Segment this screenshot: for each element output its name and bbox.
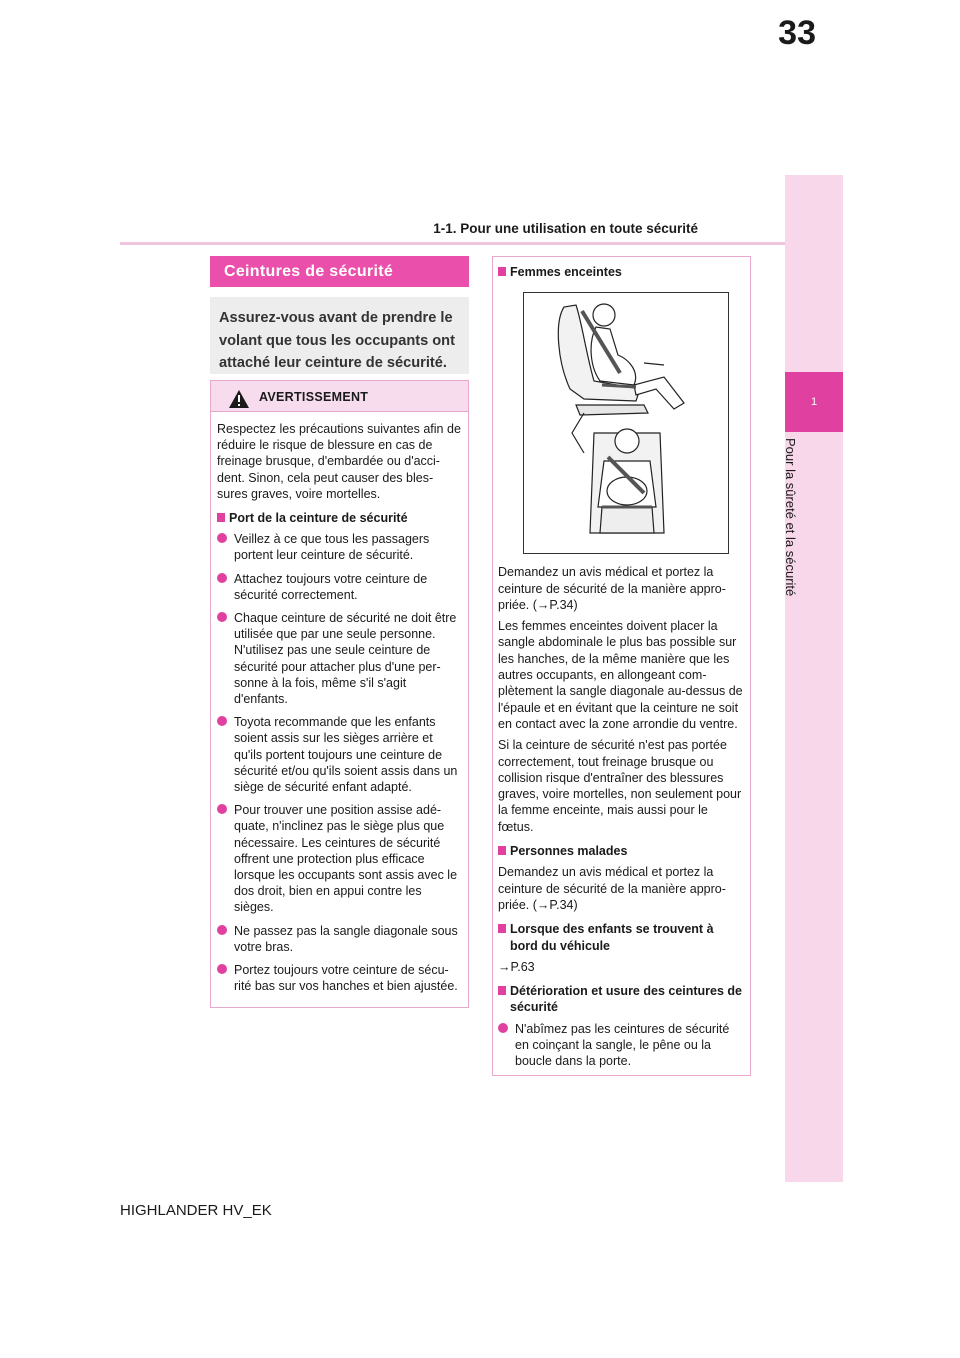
section-header: 1-1. Pour une utilisation en toute sécurité — [433, 221, 698, 236]
pregnant-woman-seatbelt-illustration — [523, 292, 729, 554]
right-info-box — [492, 256, 751, 1076]
intro-box: Assurez-vous avant de prendre le volant que tous les occupants ont attaché leur ceinture de sécurité. — [210, 297, 469, 374]
side-tab-label — [772, 430, 812, 630]
heading-pregnant-women: Femmes enceintes — [498, 264, 744, 280]
warning-bullet: Veillez à ce que tous les passagers portent leur ceinture de sécurité. — [217, 531, 462, 563]
page-number: 33 — [778, 14, 816, 52]
heading-wear: Détérioration et usure des ceintures de sécurité — [498, 983, 744, 1016]
footer-model: HIGHLANDER HV_EK — [120, 1202, 272, 1219]
warning-heading: Port de la ceinture de sécurité — [217, 510, 462, 526]
warning-label: AVERTISSEMENT — [259, 390, 369, 404]
warning-bullet: Attachez toujours votre ceinture de sécurité correctement. — [217, 571, 462, 603]
warning-box — [210, 380, 469, 1008]
header-rule — [120, 242, 786, 245]
warning-intro: Respectez les précautions suivantes afin de réduire le risque de blessure en cas de freinage brusque, d'embardée ou d'acci-dent. Sinon, cela peut causer des bles-sures graves, voire mortelles. — [217, 422, 461, 501]
heading-children: Lorsque des enfants se trouvent à bord du véhicule — [498, 921, 744, 954]
warning-triangle-icon — [229, 390, 249, 408]
warning-bullet: Ne passez pas la sangle diagonale sous votre bras. — [217, 923, 462, 955]
heading-sick-people: Personnes malades — [498, 843, 744, 859]
seatbelt-illustration-icon — [524, 293, 728, 553]
warning-body — [211, 412, 468, 995]
warning-header — [211, 381, 468, 412]
wear-bullet: N'abîmez pas les ceintures de sécurité en coinçant la sangle, le pêne ou la boucle dans la porte. — [498, 1021, 744, 1070]
children-reference-link[interactable]: →P.63 — [498, 959, 535, 974]
pregnant-paragraph-1: Demandez un avis médical et portez la ceinture de sécurité de la manière appro-priée. (→P.34) — [498, 565, 726, 612]
sick-paragraph: Demandez un avis médical et portez la ceinture de sécurité de la manière appro-priée. (→P.34) — [498, 865, 726, 912]
warning-bullet: Pour trouver une position assise adé-quate, n'inclinez pas le siège plus que nécessaire. Les ceintures de sécurité offrent une protection plus efficace lorsque les occupants sont assis avec le dos droit, bien en appui contre les sièges. — [217, 802, 462, 915]
side-tab-background — [785, 175, 843, 1182]
warning-bullet: Portez toujours votre ceinture de sécu-rité bas sur vos hanches et bien ajustée. — [217, 962, 462, 994]
warning-bullet: Chaque ceinture de sécurité ne doit être utilisée que par une seule personne. N'utilisez pas une seule ceinture de sécurité pour attacher plus d'une per-sonne à la fois, même s'il s'agit d'enfants. — [217, 610, 462, 707]
side-tab-chapter-number[interactable]: 1 — [785, 372, 843, 432]
side-tab-label-text: Pour la sûreté et la sécurité — [783, 438, 798, 597]
pregnant-paragraph-2: Les femmes enceintes doivent placer la sangle abdominale le plus bas possible sur les hanches, de la même manière que les autres occupants, en allongeant com-plètement la sangle diagonale au-dessus de l'épaule et en évitant que la ceinture ne soit en contact avec la zone arrondie du ventre. — [498, 619, 743, 731]
pregnant-paragraph-3: Si la ceinture de sécurité n'est pas portée correctement, tout freinage brusque ou collision risque d'entraîner des blessures graves, voire mortelles, non seulement pour la femme enceinte, mais aussi pour le fœtus. — [498, 738, 742, 834]
warning-bullet: Toyota recommande que les enfants soient assis sur les sièges arrière et qu'ils portent toujours une ceinture de sécurité et/ou qu'ils soient assis dans un siège de sécurité enfant adapté. — [217, 714, 462, 795]
section-title: Ceintures de sécurité — [210, 256, 469, 287]
